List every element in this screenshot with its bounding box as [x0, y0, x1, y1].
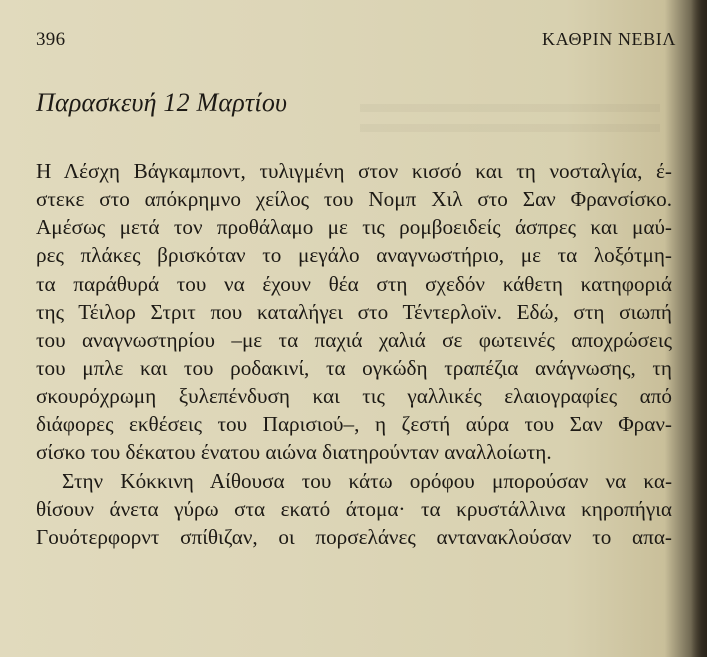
text-line: διάφορες εκθέσεις του Παρισιού–, η ζεστή αύρα του Σαν Φραν-: [36, 412, 672, 437]
running-head-author: ΚΑΘΡΙΝ ΝΕΒΙΛ: [541, 29, 676, 49]
show-through-text: [360, 92, 660, 132]
text-line: της Τέιλορ Στριτ που καταλήγει στο Τέντερλοϊν. Εδώ, στη σιωπή: [36, 299, 672, 324]
chapter-title: Παρασκευή 12 Μαρτίου: [36, 88, 288, 117]
text-line: Γουότερφορντ σπίθιζαν, οι πορσελάνες αντανακλούσαν το απα-: [36, 524, 672, 549]
text-line: του μπλε και του ροδακινί, τα ογκώδη τραπέζια ανάγνωσης, τη: [36, 355, 672, 380]
text-line: του αναγνωστηρίου –με τα παχιά χαλιά σε φωτεινές αποχρώσεις: [36, 327, 672, 352]
body-text: [36, 157, 672, 551]
page-number: 396: [36, 29, 66, 50]
book-gutter-shadow: [691, 0, 707, 657]
text-line: Στην Κόκκινη Αίθουσα του κάτω ορόφου μπορούσαν να κα-: [62, 468, 672, 493]
text-line: Η Λέσχη Βάγκαμποντ, τυλιγμένη στον κισσό και τη νοσταλγία, έ-: [36, 159, 672, 183]
text-line: θίσουν άνετα γύρω στα εκατό άτομα· τα κρυστάλλινα κηροπήγια: [36, 496, 672, 521]
paragraph-1: [36, 157, 672, 467]
text-line: ρες πλάκες βρισκόταν το μεγάλο αναγνωστήριο, με τα λοξότμη-: [36, 243, 672, 268]
text-line: σίσκο του δέκατου ένατου αιώνα διατηρούνταν αναλλοίωτη.: [36, 440, 552, 465]
text-line: στεκε στο απόκρημνο χείλος του Νομπ Χιλ στο Σαν Φρανσίσκο.: [36, 187, 672, 212]
text-line: σκουρόχρωμη ξυλεπένδυση και τις γαλλικές ελαιογραφίες από: [36, 384, 672, 409]
text-line: τα παράθυρά του να έχουν θέα στη σχεδόν κάθετη κατηφοριά: [36, 271, 672, 296]
text-line: Αμέσως μετά τον προθάλαμο με τις ρομβοειδείς άσπρες και μαύ-: [36, 215, 672, 240]
paragraph-2: [36, 467, 672, 551]
